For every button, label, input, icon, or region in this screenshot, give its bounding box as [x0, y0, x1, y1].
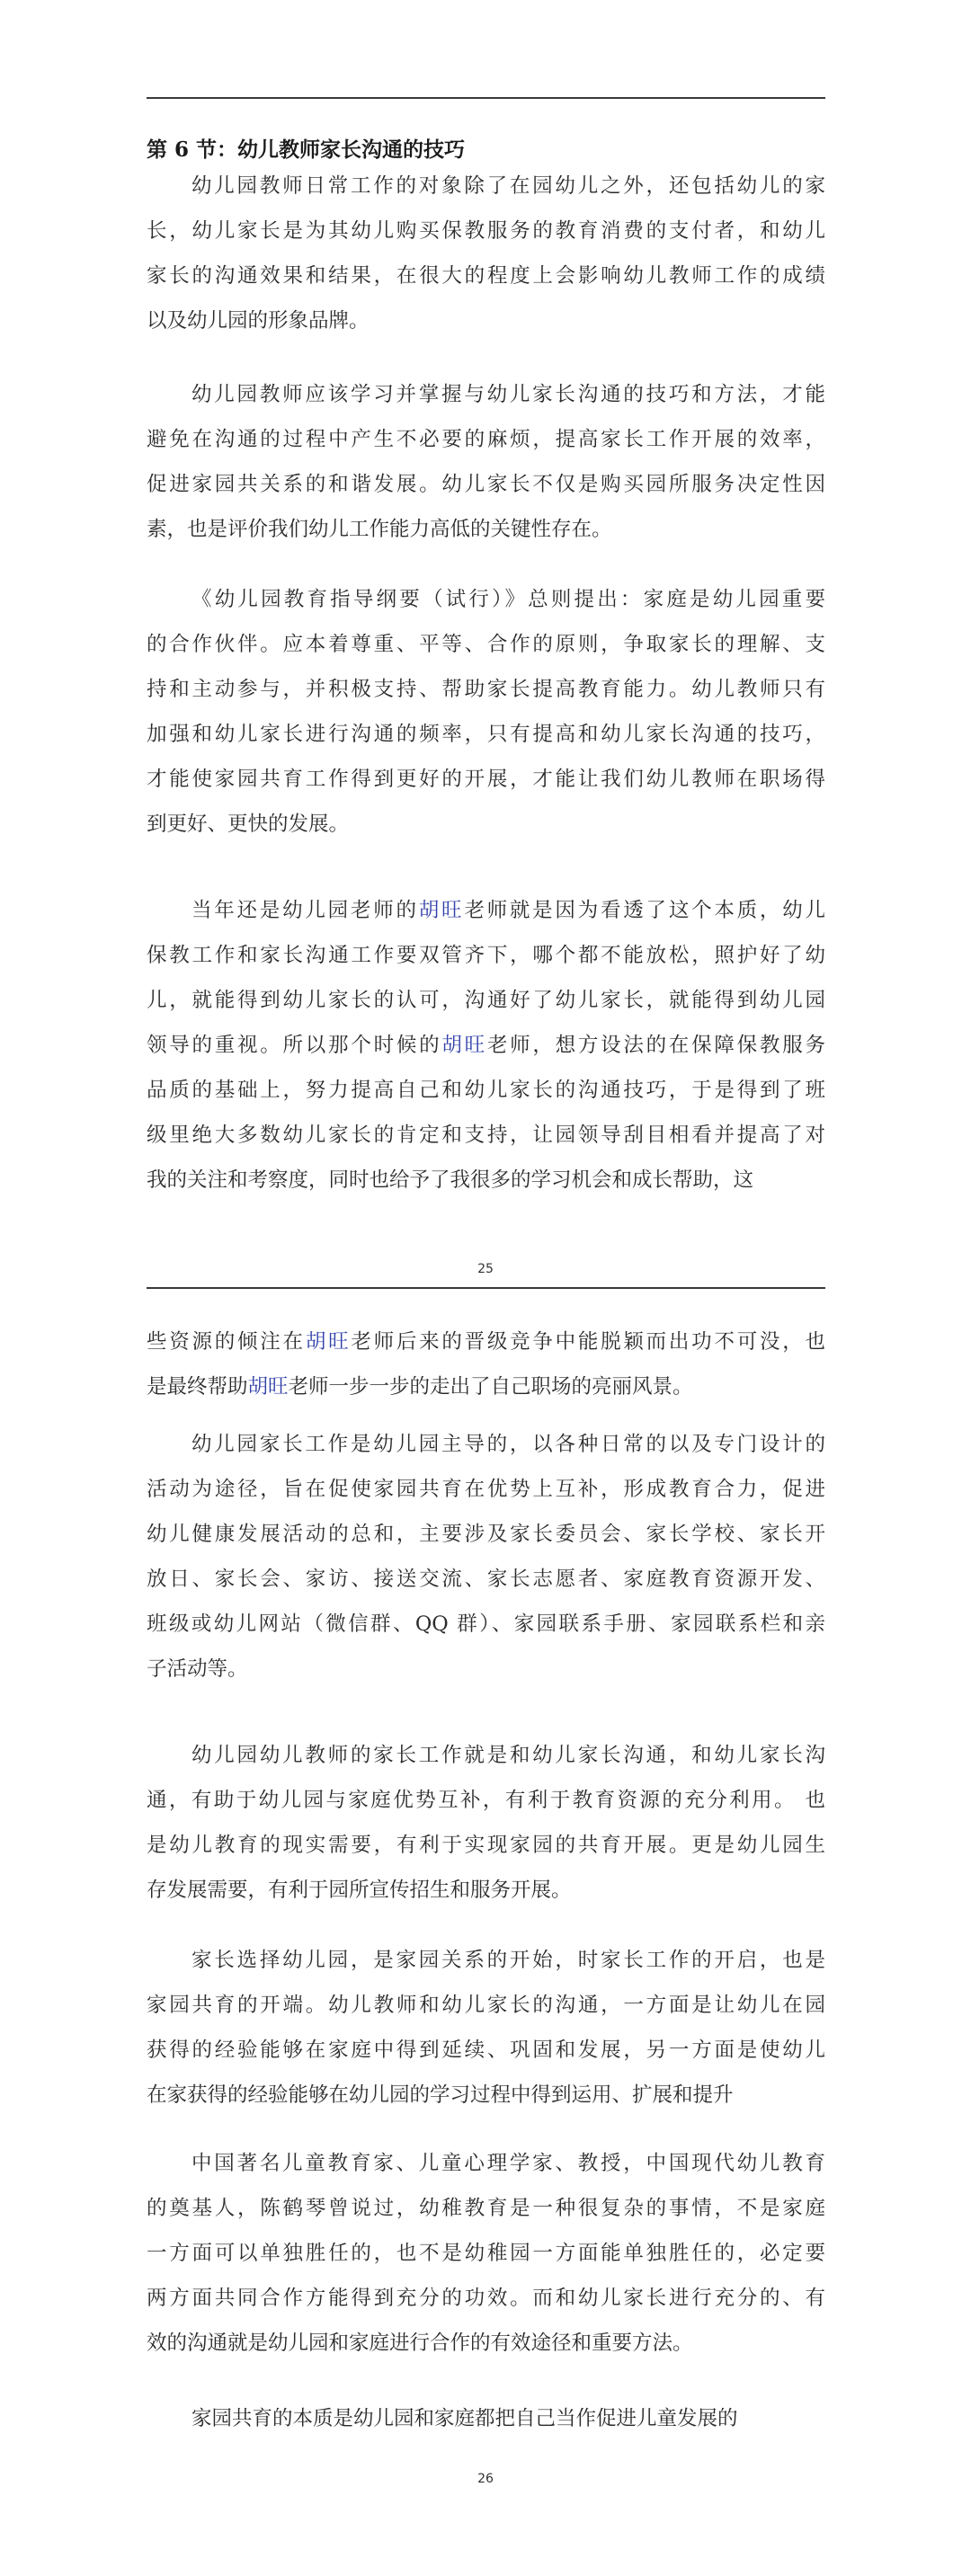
text-line: 儿，就能得到幼儿家长的认可，沟通好了幼儿家长，就能得到幼儿园	[147, 989, 825, 1012]
text-line	[147, 1023, 825, 1068]
text-line: 素，也是评价我们幼儿工作能力高低的关键性存在。	[147, 518, 612, 541]
page-number: 26	[477, 2472, 494, 2486]
text-line: 是幼儿教育的现实需要，有利于实现家园的共育开展。更是幼儿园生	[147, 1834, 825, 1857]
text-segment: 老师就是因为看透了这个本质，幼儿	[464, 899, 825, 922]
text-line: 才能使家园共育工作得到更好的开展，才能让我们幼儿教师在职场得	[147, 768, 825, 791]
text-segment: 些资源的倾注在	[147, 1330, 306, 1354]
text-line: 加强和幼儿家长进行沟通的频率，只有提高和幼儿家长沟通的技巧，	[147, 723, 825, 746]
text-line: 幼儿园幼儿教师的家长工作就是和幼儿家长沟通，和幼儿家长沟	[192, 1744, 825, 1767]
text-line: 家长选择幼儿园，是家园关系的开始，时家长工作的开启，也是	[192, 1949, 825, 1972]
text-line: 促进家园共关系的和谐发展。幼儿家长不仅是购买园所服务决定性因	[147, 473, 825, 496]
text-line: 存发展需要，有利于园所宣传招生和服务开展。	[147, 1879, 572, 1902]
text-line: 级里绝大多数幼儿家长的肯定和支持，让园领导刮目相看并提高了对	[147, 1124, 825, 1147]
highlighted-name: 胡旺	[305, 1330, 352, 1354]
paragraph	[147, 577, 825, 847]
text-segment: 领导的重视。所以那个时候的	[147, 1034, 442, 1057]
text-line: 保教工作和家长沟通工作要双管齐下，哪个都不能放松，照护好了幼	[147, 944, 825, 967]
text-segment: 老师后来的晋级竞争中能脱颖而出功不可没，也	[351, 1330, 825, 1354]
text-segment: 当年还是幼儿园老师的	[192, 899, 419, 922]
text-line: 效的沟通就是幼儿园和家庭进行合作的有效途径和重要方法。	[147, 2332, 693, 2355]
text-line: 在家获得的经验能够在幼儿园的学习过程中得到运用、扩展和提升	[147, 2083, 734, 2107]
text-line: 一方面可以单独胜任的，也不是幼稚园一方面能单独胜任的，必定要	[147, 2242, 825, 2265]
text-line: 品质的基础上，努力提高自己和幼儿家长的沟通技巧，于是得到了班	[147, 1079, 825, 1102]
text-line: 的奠基人，陈鹤琴曾说过，幼稚教育是一种很复杂的事情，不是家庭	[147, 2197, 825, 2220]
paragraph	[147, 1422, 825, 1692]
text-line: 幼儿园教师日常工作的对象除了在园幼儿之外，还包括幼儿的家	[192, 174, 825, 198]
paragraph	[147, 1733, 825, 1913]
text-line: 家园共育的本质是幼儿园和家庭都把自己当作促进儿童发展的	[192, 2407, 738, 2430]
text-line	[147, 888, 825, 933]
paragraph	[147, 1319, 825, 1409]
text-segment: 是最终帮助	[147, 1375, 248, 1399]
text-segment: 老师，想方设法的在保障保教服务	[486, 1034, 825, 1057]
text-line: 以及幼儿园的形象品牌。	[147, 309, 370, 333]
text-line: 获得的经验能够在家庭中得到延续、巩固和发展，另一方面是使幼儿	[147, 2039, 825, 2062]
header-rule	[147, 97, 825, 99]
paragraph	[147, 164, 825, 343]
text-line	[147, 1364, 825, 1409]
text-line: 班级或幼儿网站（微信群、QQ 群）、家园联系手册、家园联系栏和亲	[147, 1612, 825, 1636]
paragraph	[147, 2141, 825, 2366]
text-line: 家园共育的开端。幼儿教师和幼儿家长的沟通，一方面是让幼儿在园	[147, 1994, 825, 2017]
text-line	[147, 1319, 825, 1364]
section-heading: 第 6 节：幼儿教师家长沟通的技巧	[147, 138, 466, 162]
highlighted-name: 胡旺	[247, 1375, 289, 1399]
text-line: 《幼儿园教育指导纲要（试行）》总则提出：家庭是幼儿园重要	[192, 588, 825, 611]
text-line: 幼儿园家长工作是幼儿园主导的，以各种日常的以及专门设计的	[192, 1433, 825, 1456]
text-line: 通，有助于幼儿园与家庭优势互补，有利于教育资源的充分利用。 也	[147, 1789, 825, 1812]
paragraph	[147, 2396, 825, 2441]
text-line: 我的关注和考察度，同时也给予了我很多的学习机会和成长帮助，这	[147, 1168, 754, 1192]
header-rule	[147, 1287, 825, 1289]
document-page-26	[0, 1285, 971, 2576]
paragraph	[147, 888, 825, 1203]
text-line: 长，幼儿家长是为其幼儿购买保教服务的教育消费的支付者，和幼儿	[147, 219, 825, 243]
paragraph	[147, 1938, 825, 2118]
page-number: 25	[477, 1262, 494, 1276]
text-line: 活动为途径，旨在促使家园共育在优势上互补，形成教育合力，促进	[147, 1478, 825, 1501]
paragraph	[147, 372, 825, 552]
text-line: 幼儿园教师应该学习并掌握与幼儿家长沟通的技巧和方法，才能	[192, 383, 825, 406]
text-line: 的合作伙伴。应本着尊重、平等、合作的原则，争取家长的理解、支	[147, 633, 825, 656]
text-line: 中国著名儿童教育家、儿童心理学家、教授，中国现代幼儿教育	[192, 2152, 825, 2175]
document-page-25	[0, 0, 971, 1285]
text-line: 持和主动参与，并积极支持、帮助家长提高教育能力。幼儿教师只有	[147, 678, 825, 701]
text-line: 避免在沟通的过程中产生不必要的麻烦，提高家长工作开展的效率，	[147, 428, 825, 451]
text-line: 子活动等。	[147, 1657, 248, 1681]
text-segment: 老师一步一步的走出了自己职场的亮丽风景。	[288, 1375, 693, 1399]
text-line: 到更好、更快的发展。	[147, 813, 350, 836]
highlighted-name: 胡旺	[441, 1034, 487, 1057]
text-line: 幼儿健康发展活动的总和，主要涉及家长委员会、家长学校、家长开	[147, 1523, 825, 1546]
text-line: 放日、家长会、家访、接送交流、家长志愿者、家庭教育资源开发、	[147, 1568, 825, 1591]
highlighted-name: 胡旺	[418, 899, 465, 922]
text-line: 家长的沟通效果和结果，在很大的程度上会影响幼儿教师工作的成绩	[147, 264, 825, 288]
text-line: 两方面共同合作方能得到充分的功效。而和幼儿家长进行充分的、有	[147, 2287, 825, 2310]
